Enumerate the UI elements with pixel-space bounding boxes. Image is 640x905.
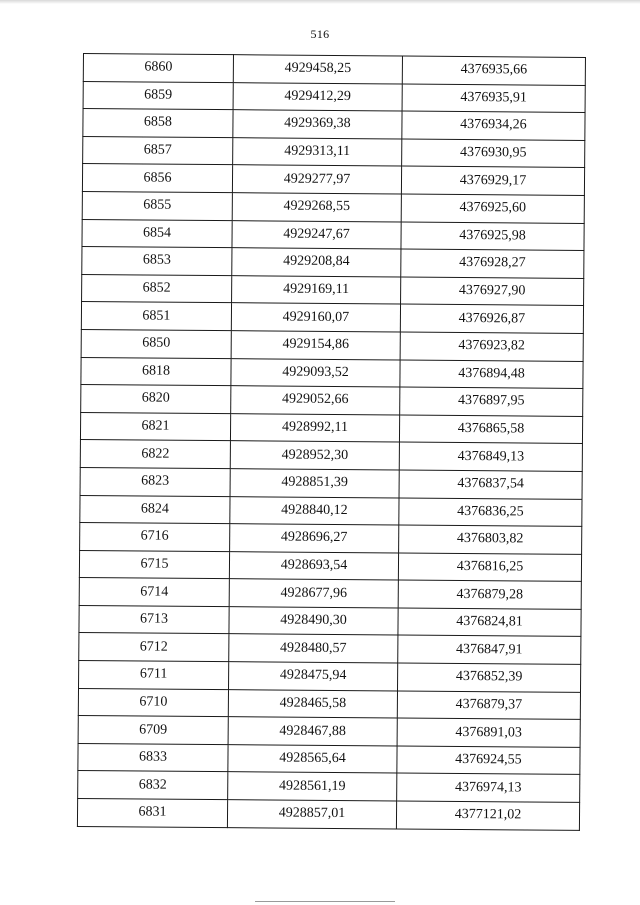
table-row — [79, 605, 581, 637]
point-number-cell: 6821 — [80, 412, 230, 441]
y-coordinate-cell: 4376865,58 — [399, 415, 582, 444]
x-coordinate-cell: 4929093,52 — [231, 358, 400, 387]
point-number-cell: 6712 — [79, 633, 229, 662]
y-coordinate-cell: 4376824,81 — [398, 608, 581, 637]
point-number-cell: 6714 — [79, 578, 229, 607]
y-coordinate-cell: 4376934,26 — [402, 111, 585, 140]
table-row — [83, 109, 585, 141]
y-coordinate-cell: 4376891,03 — [397, 718, 580, 747]
point-number-cell: 6824 — [80, 495, 230, 524]
x-coordinate-cell: 4929052,66 — [231, 386, 400, 415]
table-row — [82, 247, 584, 279]
table-row — [82, 164, 584, 196]
x-coordinate-cell: 4929208,84 — [232, 248, 401, 277]
table-row — [78, 688, 580, 720]
point-number-cell: 6856 — [82, 164, 232, 193]
table-row — [79, 633, 581, 665]
page-number: 516 — [310, 27, 330, 41]
y-coordinate-cell: 4376926,87 — [400, 304, 583, 333]
y-coordinate-cell: 4376930,95 — [402, 139, 585, 168]
table-row — [82, 219, 584, 251]
point-number-cell: 6832 — [78, 771, 228, 800]
x-coordinate-cell: 4928992,11 — [230, 413, 399, 442]
x-coordinate-cell: 4929160,07 — [231, 303, 400, 332]
y-coordinate-cell: 4376879,28 — [398, 580, 581, 609]
x-coordinate-cell: 4928952,30 — [230, 441, 399, 470]
table-row — [83, 81, 585, 113]
x-coordinate-cell: 4928475,94 — [229, 662, 398, 691]
coordinates-table-body — [77, 54, 585, 831]
point-number-cell: 6831 — [77, 799, 227, 828]
table-row — [81, 357, 583, 389]
table-row — [77, 799, 579, 831]
table-row — [78, 743, 580, 775]
point-number-cell: 6858 — [83, 109, 233, 138]
x-coordinate-cell: 4929412,29 — [233, 82, 402, 111]
table-row — [82, 274, 584, 306]
table-row — [79, 661, 581, 693]
scan-edge-bottom — [255, 901, 395, 902]
y-coordinate-cell: 4376836,25 — [399, 497, 582, 526]
point-number-cell: 6820 — [81, 385, 231, 414]
point-number-cell: 6711 — [79, 661, 229, 690]
x-coordinate-cell: 4928465,58 — [228, 689, 397, 718]
point-number-cell: 6710 — [78, 688, 228, 717]
point-number-cell: 6715 — [79, 550, 229, 579]
y-coordinate-cell: 4376847,91 — [398, 635, 581, 664]
table-row — [78, 716, 580, 748]
y-coordinate-cell: 4376849,13 — [399, 442, 582, 471]
y-coordinate-cell: 4376924,55 — [397, 746, 580, 775]
x-coordinate-cell: 4929369,38 — [233, 110, 402, 139]
point-number-cell: 6716 — [80, 523, 230, 552]
x-coordinate-cell: 4928467,88 — [228, 717, 397, 746]
y-coordinate-cell: 4376803,82 — [399, 525, 582, 554]
table-row — [80, 495, 582, 527]
point-number-cell: 6853 — [82, 247, 232, 276]
y-coordinate-cell: 4376935,91 — [402, 84, 585, 113]
y-coordinate-cell: 4376928,27 — [401, 249, 584, 278]
x-coordinate-cell: 4928490,30 — [229, 607, 398, 636]
x-coordinate-cell: 4929277,97 — [232, 165, 401, 194]
table-row — [81, 385, 583, 417]
x-coordinate-cell: 4929268,55 — [232, 193, 401, 222]
point-number-cell: 6851 — [81, 302, 231, 331]
table-row — [80, 467, 582, 499]
table-row — [79, 550, 581, 582]
point-number-cell: 6822 — [80, 440, 230, 469]
point-number-cell: 6709 — [78, 716, 228, 745]
y-coordinate-cell: 4376894,48 — [400, 360, 583, 389]
y-coordinate-cell: 4376897,95 — [400, 387, 583, 416]
point-number-cell: 6857 — [83, 136, 233, 165]
point-number-cell: 6823 — [80, 467, 230, 496]
point-number-cell: 6833 — [78, 743, 228, 772]
table-row — [79, 578, 581, 610]
table-row — [82, 191, 584, 223]
y-coordinate-cell: 4376929,17 — [401, 166, 584, 195]
x-coordinate-cell: 4928677,96 — [229, 579, 398, 608]
table-row — [80, 412, 582, 444]
table-row — [83, 54, 585, 86]
point-number-cell: 6855 — [82, 191, 232, 220]
table-row — [80, 440, 582, 472]
scan-edge-top — [0, 0, 640, 4]
y-coordinate-cell: 4376852,39 — [398, 663, 581, 692]
x-coordinate-cell: 4928693,54 — [229, 551, 398, 580]
point-number-cell: 6854 — [82, 219, 232, 248]
point-number-cell: 6818 — [81, 357, 231, 386]
x-coordinate-cell: 4928857,01 — [227, 800, 396, 829]
coordinates-table — [77, 53, 586, 831]
y-coordinate-cell: 4377121,02 — [396, 801, 579, 830]
x-coordinate-cell: 4929154,86 — [231, 331, 400, 360]
x-coordinate-cell: 4929313,11 — [233, 137, 402, 166]
table-row — [83, 136, 585, 168]
x-coordinate-cell: 4929247,67 — [232, 220, 401, 249]
y-coordinate-cell: 4376816,25 — [398, 553, 581, 582]
y-coordinate-cell: 4376935,66 — [402, 56, 585, 85]
y-coordinate-cell: 4376927,90 — [401, 277, 584, 306]
x-coordinate-cell: 4928840,12 — [230, 496, 399, 525]
x-coordinate-cell: 4929169,11 — [232, 275, 401, 304]
x-coordinate-cell: 4929458,25 — [233, 55, 402, 84]
x-coordinate-cell: 4928480,57 — [229, 634, 398, 663]
y-coordinate-cell: 4376923,82 — [400, 332, 583, 361]
point-number-cell: 6859 — [83, 81, 233, 110]
point-number-cell: 6850 — [81, 329, 231, 358]
y-coordinate-cell: 4376974,13 — [397, 773, 580, 802]
table-row — [80, 523, 582, 555]
y-coordinate-cell: 4376837,54 — [399, 470, 582, 499]
table-row — [81, 302, 583, 334]
point-number-cell: 6713 — [79, 605, 229, 634]
point-number-cell: 6860 — [83, 54, 233, 83]
x-coordinate-cell: 4928851,39 — [230, 469, 399, 498]
x-coordinate-cell: 4928696,27 — [230, 524, 399, 553]
x-coordinate-cell: 4928565,64 — [228, 745, 397, 774]
y-coordinate-cell: 4376925,60 — [401, 194, 584, 223]
y-coordinate-cell: 4376879,37 — [397, 691, 580, 720]
table-row — [81, 329, 583, 361]
x-coordinate-cell: 4928561,19 — [228, 772, 397, 801]
table-row — [78, 771, 580, 803]
y-coordinate-cell: 4376925,98 — [401, 222, 584, 251]
point-number-cell: 6852 — [82, 274, 232, 303]
